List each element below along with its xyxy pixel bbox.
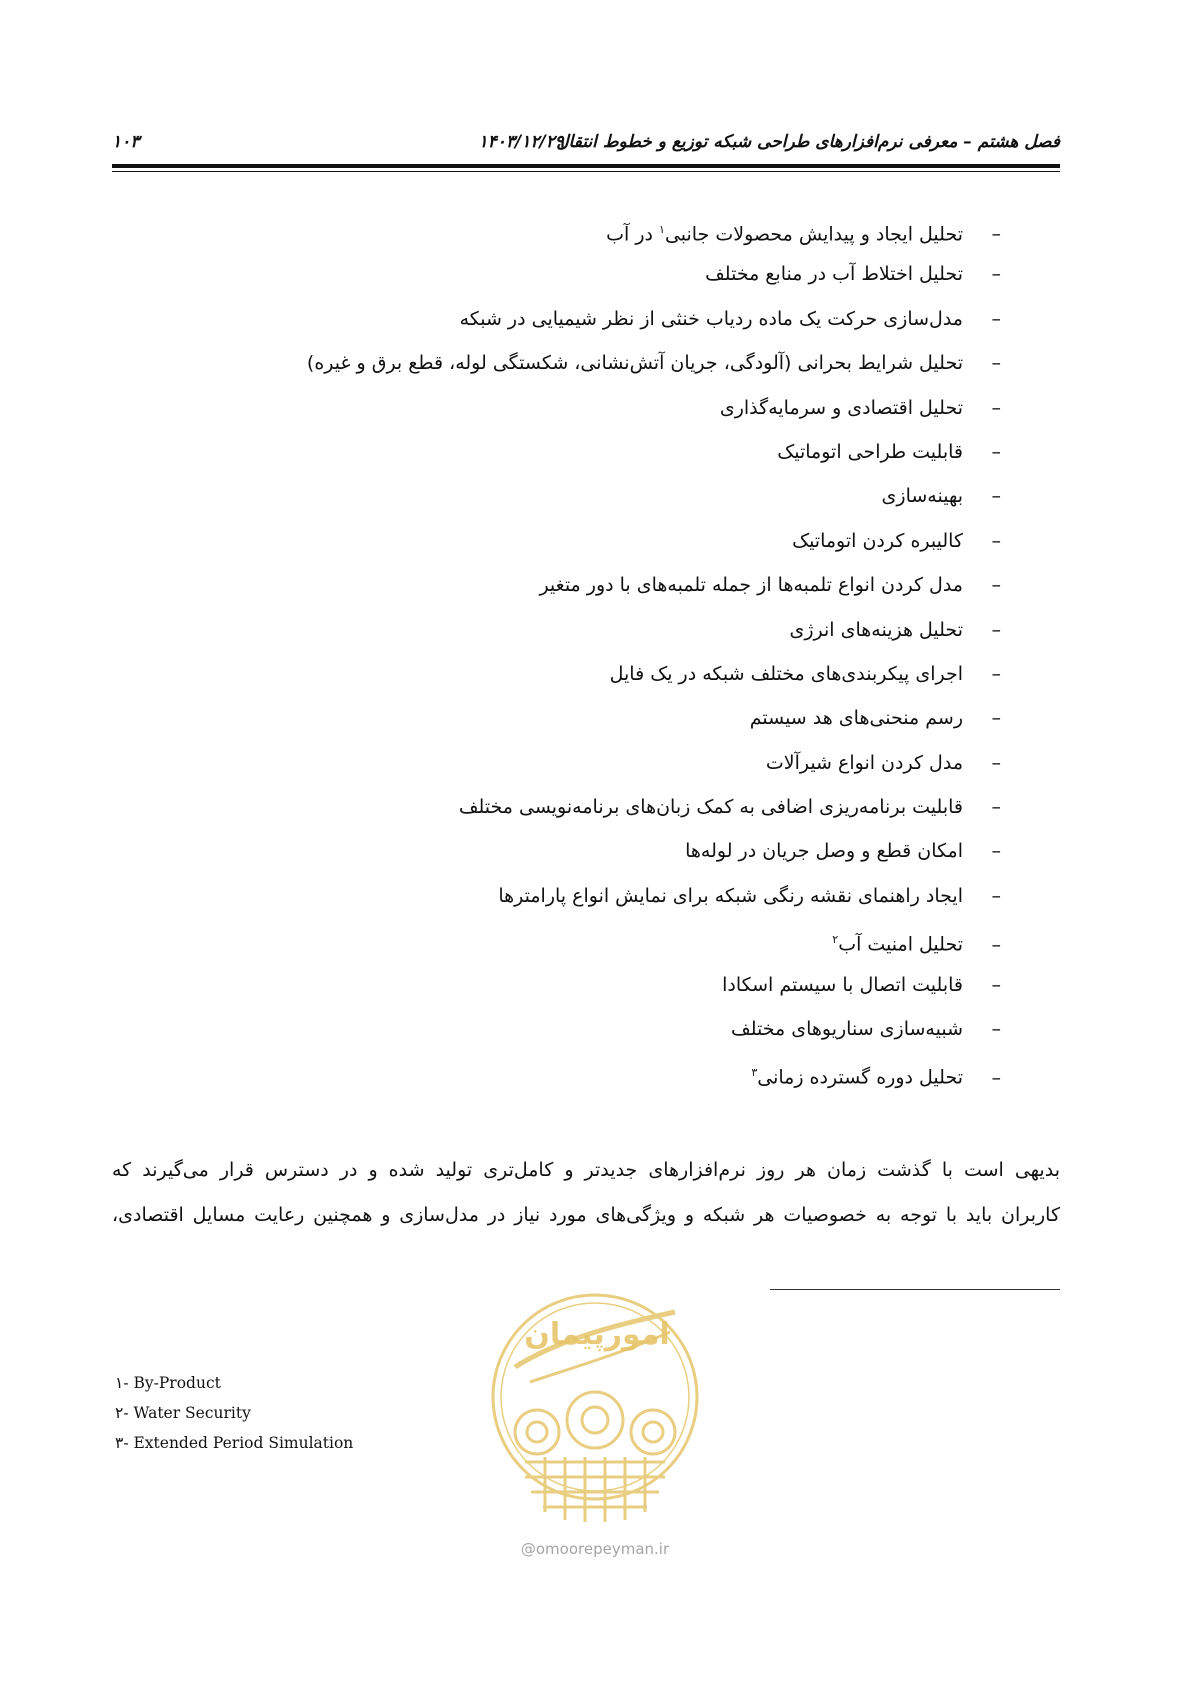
list-item: [307, 1014, 1001, 1058]
list-item: [307, 836, 1001, 880]
bullet-dash: –: [991, 307, 1001, 330]
header-rule-thin: [112, 171, 1060, 172]
list-item: [307, 615, 1001, 659]
list-item-text: مدل کردن انواع تلمبه‌ها از جمله تلمبه‌های با دور متغیر: [539, 574, 963, 597]
bullet-dash: –: [991, 662, 1001, 685]
list-item-text: تحلیل دوره گسترده زمانی: [757, 1066, 963, 1089]
list-item: [307, 526, 1001, 570]
paragraph-line-2: کاربران باید با توجه به خصوصیات هر شبکه و ویژگی‌های مورد نیاز در مدل‌سازی و همچنین رعایت مسایل اقتصادی،: [112, 1204, 1060, 1226]
bullet-dash: –: [991, 796, 1001, 819]
list-item: [307, 259, 1001, 303]
bullet-dash: –: [991, 933, 1001, 956]
list-item-text: تحلیل اقتصادی و سرمایه‌گذاری: [719, 396, 963, 419]
list-item-text: ایجاد راهنمای نقشه رنگی شبکه برای نمایش انواع پارامترها: [498, 884, 963, 907]
footnote-separator: [770, 1289, 1060, 1290]
list-item-text: شبیه‌سازی سناریوهای مختلف: [731, 1018, 963, 1041]
bullet-dash: –: [991, 618, 1001, 641]
bullet-dash: –: [991, 840, 1001, 863]
list-item: [307, 881, 1001, 925]
bullet-dash: –: [991, 707, 1001, 730]
bullet-dash: –: [991, 440, 1001, 463]
body-paragraph: [112, 1148, 1060, 1238]
footnote-3: ۳- Extended Period Simulation: [115, 1434, 354, 1452]
list-item: [307, 348, 1001, 392]
footnotes: [115, 1368, 353, 1458]
list-item-text: مدل کردن انواع شیرآلات: [765, 751, 963, 774]
chapter-title: فصل هشتم – معرفی نرم‌افزارهای طراحی شبکه توزیع و خطوط انتقال: [556, 132, 1060, 152]
list-item: [307, 1058, 1001, 1102]
list-item: [307, 703, 1001, 747]
list-item-text: تحلیل هزینه‌های انرژی: [789, 618, 963, 641]
list-item-text: تحلیل ایجاد و پیدایش محصولات جانبی: [664, 223, 963, 246]
list-item: [307, 215, 1001, 259]
list-item: [307, 304, 1001, 348]
list-item-text: تحلیل امنیت آب: [838, 933, 963, 956]
list-item-text: بهینه‌سازی: [881, 485, 963, 508]
watermark-site: @omoorepeyman.ir: [520, 1540, 670, 1558]
list-item: [307, 925, 1001, 969]
header-rule-thick: [112, 164, 1060, 168]
list-item-text: تحلیل شرایط بحرانی (آلودگی، جریان آتش‌نشانی، شکستگی لوله، قطع برق و غیره): [306, 352, 963, 375]
list-item-text: تحلیل اختلاط آب در منابع مختلف: [705, 263, 963, 286]
bullet-dash: –: [991, 884, 1001, 907]
list-item-text: مدل‌سازی حرکت یک ماده ردیاب خنثی از نظر شیمیایی در شبکه: [459, 307, 963, 330]
paragraph-line-1: بدیهی است با گذشت زمان هر روز نرم‌افزارهای جدیدتر و کامل‌تری تولید شده و در دسترس قرار می‌گیرند که: [112, 1159, 1060, 1181]
seal-icon: [485, 1272, 705, 1532]
bullet-dash: –: [991, 1018, 1001, 1041]
watermark-logo: [485, 1272, 705, 1572]
footnote-ref: ۳: [751, 1066, 758, 1080]
list-item-text: اجرای پیکربندی‌های مختلف شبکه در یک فایل: [609, 662, 963, 685]
list-item: [307, 970, 1001, 1014]
list-item: [307, 570, 1001, 614]
list-item-text: قابلیت طراحی اتوماتیک: [777, 440, 963, 463]
footnote-ref: ۲: [832, 933, 839, 947]
list-item: [307, 792, 1001, 836]
bullet-dash: –: [991, 263, 1001, 286]
bullet-dash: –: [991, 1066, 1001, 1089]
bullet-dash: –: [991, 223, 1001, 246]
bullet-dash: –: [991, 751, 1001, 774]
page-number: ۱۰۳: [112, 132, 140, 152]
bullet-dash: –: [991, 352, 1001, 375]
list-item-text: رسم منحنی‌های هد سیستم: [749, 707, 963, 730]
bullet-dash: –: [991, 973, 1001, 996]
footnote-ref: ۱: [659, 223, 665, 236]
list-item-text: قابلیت برنامه‌ریزی اضافی به کمک زبان‌های برنامه‌نویسی مختلف: [458, 796, 963, 819]
bullet-dash: –: [991, 574, 1001, 597]
list-item-text: قابلیت اتصال با سیستم اسکادا: [722, 973, 963, 996]
header-date: ۱۴۰۳/۱۲/۲۹: [478, 132, 564, 152]
list-item: [307, 481, 1001, 525]
logo-text: امورپیمان: [524, 1317, 670, 1352]
footnote-2: ۲- Water Security: [115, 1404, 251, 1422]
footnote-1: ۱- By-Product: [115, 1374, 221, 1392]
list-item-text: امکان قطع و وصل جریان در لوله‌ها: [685, 840, 963, 863]
list-item-tail: در آب: [606, 223, 660, 246]
bullet-dash: –: [991, 396, 1001, 419]
feature-list: [307, 215, 1001, 1103]
list-item: [307, 393, 1001, 437]
bullet-dash: –: [991, 529, 1001, 552]
list-item: [307, 437, 1001, 481]
list-item: [307, 748, 1001, 792]
list-item-text: کالیبره کردن اتوماتیک: [792, 529, 963, 552]
list-item: [307, 659, 1001, 703]
bullet-dash: –: [991, 485, 1001, 508]
running-header: [112, 128, 1060, 156]
